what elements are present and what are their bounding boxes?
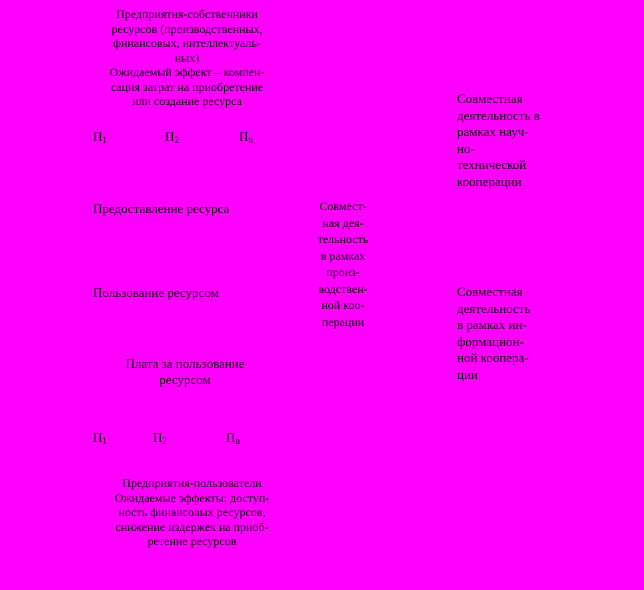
- supplier-label-2: $П_2$: [165, 129, 179, 145]
- scientific-coop-line-6: кооперации: [457, 173, 522, 189]
- production-coop-line-8: перации: [321, 314, 365, 329]
- supplier-label-1: $П_1$: [93, 129, 107, 145]
- scientific-coop-line-3: рамках науч-: [457, 124, 529, 139]
- production-coop-line-6: водствен-: [318, 281, 368, 296]
- supplier-label-n: $П_n$: [239, 129, 253, 145]
- users-line-1: Предприятия-пользователи: [122, 476, 262, 490]
- production-coop-line-1: Совмест-: [319, 199, 367, 213]
- payment-line-1: Плата за пользование: [125, 356, 245, 371]
- info-coop-line-6: ции: [457, 366, 478, 382]
- production-coop-line-2: ная дея-: [322, 215, 364, 230]
- production-coop-line-7: ной коо-: [321, 298, 365, 312]
- info-coop-line-4: формацион-: [457, 333, 524, 349]
- resource-provision-label: Предоставление ресурса: [93, 201, 230, 216]
- users-line-4: снижение издержек на приоб-: [115, 519, 269, 534]
- user-label-1: $П_1$: [93, 430, 107, 446]
- suppliers-line-4: ных): [174, 50, 200, 65]
- suppliers-line-1: Предприятия-собственники: [116, 7, 258, 21]
- info-coop-line-2: деятельность: [457, 300, 531, 316]
- info-coop-line-3: в рамках ин-: [457, 317, 527, 332]
- user-label-2: $П_2$: [153, 430, 167, 446]
- suppliers-line-3: финансовых, интеллектуаль-: [113, 36, 261, 50]
- suppliers-line-6: сация затрат на приобретение: [110, 79, 264, 94]
- info-coop-line-1: Совместная: [457, 284, 523, 299]
- suppliers-line-5: Ожидаемый эффект – компен-: [109, 65, 265, 79]
- resource-use-label: Пользование ресурсом: [93, 285, 219, 300]
- scientific-coop-line-5: технической: [457, 157, 527, 172]
- payment-block: [100, 356, 270, 388]
- production-coop-line-3: тельность: [317, 232, 369, 246]
- info-coop-line-5: ной коопера-: [457, 350, 529, 365]
- payment-line-2: ресурсом: [159, 372, 211, 387]
- scientific-coop-block: [457, 91, 577, 190]
- suppliers-line-2: ресурсов (производственных,: [111, 21, 263, 36]
- info-coop-block: [457, 284, 577, 383]
- users-block: [92, 476, 292, 549]
- production-coop-line-4: в рамках: [320, 248, 366, 263]
- scientific-coop-line-4: но-: [457, 140, 475, 156]
- users-line-3: ность финансовых ресурсов,: [118, 505, 266, 519]
- production-coop-line-5: произ-: [326, 265, 360, 279]
- scientific-coop-line-2: деятельность в: [457, 107, 540, 123]
- production-coop-block: [306, 198, 380, 330]
- users-line-5: ретение ресурсов: [147, 534, 237, 548]
- user-label-n: $П_n$: [226, 430, 240, 446]
- suppliers-line-7: или создание ресурса: [132, 94, 242, 108]
- scientific-coop-line-1: Совместная: [457, 91, 523, 106]
- users-line-2: Ожидаемые эффекты: доступ-: [114, 490, 270, 505]
- suppliers-block: [92, 7, 282, 109]
